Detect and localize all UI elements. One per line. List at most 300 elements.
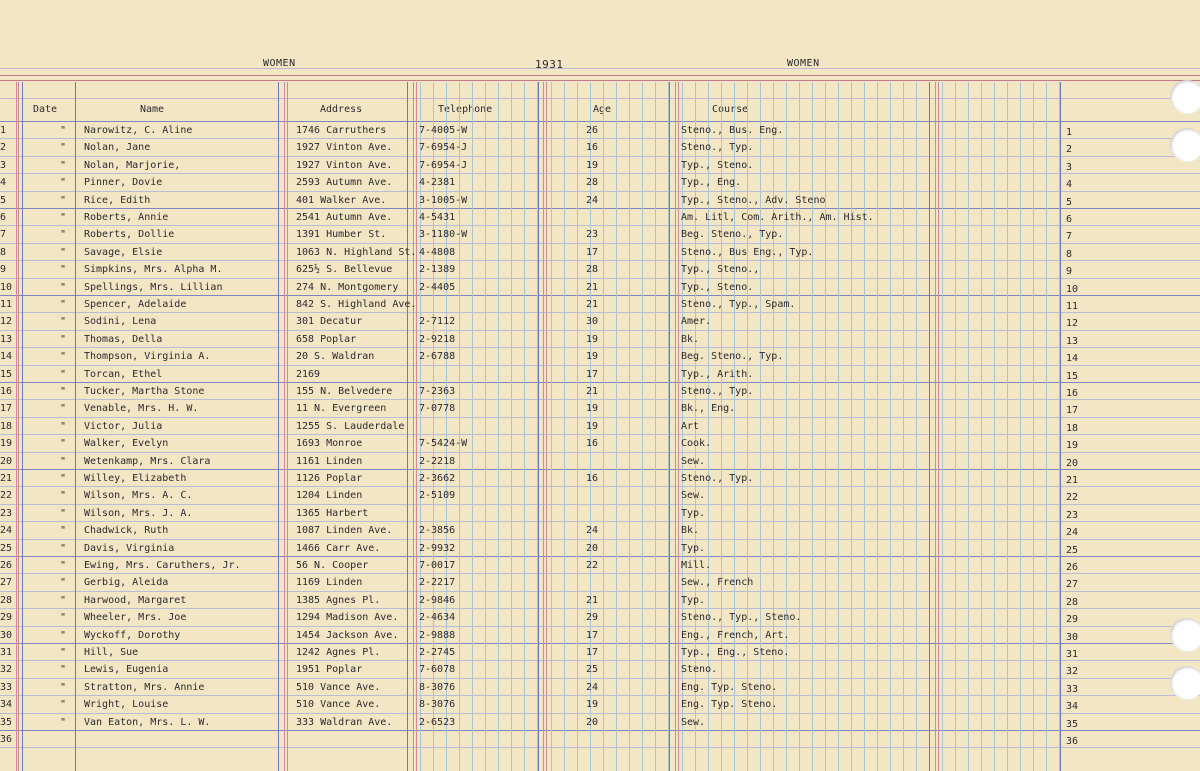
cell-address: 401 Walker Ave.: [296, 195, 387, 206]
cell-course: Steno., Typ.: [681, 386, 754, 397]
cell-course: Art: [681, 421, 700, 432]
cell-name: Gerbig, Aleida: [84, 577, 169, 588]
cell-date: ": [60, 682, 67, 693]
row-number: 7: [0, 229, 7, 240]
cell-address: 1466 Carr Ave.: [296, 543, 381, 554]
cell-phone: 2-3856: [419, 525, 456, 536]
right-row-number: 12: [1066, 318, 1079, 329]
cell-date: ": [60, 160, 67, 171]
cell-name: Sodini, Lena: [84, 316, 157, 327]
cell-name: Wright, Louise: [84, 699, 169, 710]
grid-vline: [524, 82, 525, 771]
cell-course: Typ., Steno.: [681, 160, 754, 171]
cell-age: 24: [586, 195, 599, 206]
grid-vline: [551, 82, 552, 771]
cell-phone: 2-2218: [419, 456, 456, 467]
row-number: 20: [0, 456, 13, 467]
grid-vline: [877, 82, 878, 771]
cell-age: 28: [586, 264, 599, 275]
grid-vline: [284, 82, 285, 771]
column-header-address: Address: [320, 104, 363, 115]
row-number: 13: [0, 334, 13, 345]
cell-course: Typ.: [681, 508, 706, 519]
row-number: 14: [0, 351, 13, 362]
cell-address: 1365 Harbert: [296, 508, 369, 519]
cell-course: Steno., Bus Eng., Typ.: [681, 247, 814, 258]
cell-date: ": [60, 369, 67, 380]
cell-name: Van Eaton, Mrs. L. W.: [84, 717, 211, 728]
cell-phone: 2-9846: [419, 595, 456, 606]
cell-date: ": [60, 316, 67, 327]
cell-age: 16: [586, 438, 599, 449]
right-row-number: 20: [1066, 458, 1079, 469]
grid-vline: [760, 82, 761, 771]
cell-course: Typ., Steno.,: [681, 264, 760, 275]
right-row-number: 24: [1066, 527, 1079, 538]
cell-age: 17: [586, 247, 599, 258]
grid-vline: [642, 82, 643, 771]
grid-vline: [968, 82, 969, 771]
row-number: 12: [0, 316, 13, 327]
right-row-number: 21: [1066, 475, 1079, 486]
grid-vline: [1059, 82, 1060, 771]
cell-age: 26: [586, 125, 599, 136]
grid-vline: [537, 82, 538, 771]
cell-course: Typ., Steno., Adv. Steno: [681, 195, 826, 206]
cell-name: Roberts, Annie: [84, 212, 169, 223]
grid-vline: [603, 82, 604, 771]
grid-vline: [546, 82, 547, 771]
cell-course: Am. Litl, Com. Arith., Am. Hist.: [681, 212, 874, 223]
cell-phone: 7-6954-J: [419, 160, 468, 171]
cell-phone: 2-2745: [419, 647, 456, 658]
right-row-number: 3: [1066, 162, 1073, 173]
right-row-number: 1: [1066, 127, 1073, 138]
cell-age: 24: [586, 682, 599, 693]
cell-name: Lewis, Eugenia: [84, 664, 169, 675]
cell-course: Typ., Arith.: [681, 369, 754, 380]
cell-address: 1255 S. Lauderdale: [296, 421, 405, 432]
row-number: 34: [0, 699, 13, 710]
grid-vline: [1033, 82, 1034, 771]
row-number: 23: [0, 508, 13, 519]
grid-vline: [1020, 82, 1021, 771]
cell-course: Sew.: [681, 717, 706, 728]
cell-name: Savage, Elsie: [84, 247, 163, 258]
cell-date: ": [60, 299, 67, 310]
grid-vline: [668, 82, 669, 771]
cell-name: Davis, Virginia: [84, 543, 175, 554]
cell-age: 17: [586, 647, 599, 658]
cell-course: Typ., Steno.: [681, 282, 754, 293]
cell-course: Steno., Typ.: [681, 142, 754, 153]
cell-course: Eng., French, Art.: [681, 630, 790, 641]
grid-hline: [0, 80, 1200, 81]
cell-course: Steno., Typ., Steno.: [681, 612, 802, 623]
cell-address: 658 Poplar: [296, 334, 357, 345]
cell-course: Sew.: [681, 456, 706, 467]
right-row-number: 36: [1066, 736, 1079, 747]
grid-vline: [903, 82, 904, 771]
cell-date: ": [60, 212, 67, 223]
cell-age: 25: [586, 664, 599, 675]
right-row-number: 10: [1066, 284, 1079, 295]
cell-date: ": [60, 508, 67, 519]
row-number: 24: [0, 525, 13, 536]
cell-date: ": [60, 577, 67, 588]
grid-vline: [16, 82, 17, 771]
cell-age: 19: [586, 334, 599, 345]
cell-date: ": [60, 403, 67, 414]
cell-date: ": [60, 386, 67, 397]
cell-date: ": [60, 177, 67, 188]
grid-vline: [472, 82, 473, 771]
grid-hline: [0, 68, 1200, 69]
cell-date: ": [60, 717, 67, 728]
column-header-telephone: Telephone: [438, 104, 493, 115]
grid-vline: [799, 82, 800, 771]
grid-vline: [416, 82, 417, 771]
grid-vline: [22, 82, 23, 771]
cell-name: Simpkins, Mrs. Alpha M.: [84, 264, 223, 275]
cell-age: 23: [586, 229, 599, 240]
grid-vline: [538, 82, 539, 771]
right-row-number: 16: [1066, 388, 1079, 399]
right-row-number: 23: [1066, 510, 1079, 521]
row-number: 5: [0, 195, 7, 206]
punch-hole-icon: [1170, 80, 1200, 114]
cell-phone: 2-3662: [419, 473, 456, 484]
cell-date: ": [60, 456, 67, 467]
cell-address: 56 N. Cooper: [296, 560, 369, 571]
row-number: 9: [0, 264, 7, 275]
cell-name: Wilson, Mrs. A. C.: [84, 490, 193, 501]
cell-age: 19: [586, 351, 599, 362]
cell-date: ": [60, 421, 67, 432]
grid-vline: [669, 82, 670, 771]
cell-phone: 7-0778: [419, 403, 456, 414]
cell-age: 17: [586, 369, 599, 380]
cell-date: ": [60, 543, 67, 554]
cell-phone: 2-9888: [419, 630, 456, 641]
cell-address: 333 Waldran Ave.: [296, 717, 393, 728]
cell-age: 19: [586, 160, 599, 171]
grid-vline: [825, 82, 826, 771]
cell-age: 29: [586, 612, 599, 623]
row-number: 28: [0, 595, 13, 606]
grid-vline: [935, 82, 936, 771]
right-row-number: 6: [1066, 214, 1073, 225]
cell-date: ": [60, 612, 67, 623]
right-row-number: 7: [1066, 231, 1073, 242]
cell-age: 17: [586, 630, 599, 641]
cell-age: 19: [586, 403, 599, 414]
cell-course: Sew., French: [681, 577, 754, 588]
cell-phone: 3-1180-W: [419, 229, 468, 240]
row-number: 17: [0, 403, 13, 414]
right-row-number: 2: [1066, 144, 1073, 155]
right-row-number: 34: [1066, 701, 1079, 712]
cell-address: 1391 Humber St.: [296, 229, 387, 240]
row-number: 2: [0, 142, 7, 153]
header-right-label: WOMEN: [787, 58, 820, 69]
cell-course: Typ.: [681, 543, 706, 554]
cell-date: ": [60, 229, 67, 240]
right-row-number: 17: [1066, 405, 1079, 416]
cell-address: 1242 Agnes Pl.: [296, 647, 381, 658]
cell-age: 21: [586, 282, 599, 293]
cell-phone: 7-4005-W: [419, 125, 468, 136]
cell-age: 19: [586, 421, 599, 432]
grid-vline: [994, 82, 995, 771]
cell-age: 21: [586, 386, 599, 397]
grid-vline: [75, 82, 76, 771]
grid-vline: [459, 82, 460, 771]
cell-name: Walker, Evelyn: [84, 438, 169, 449]
cell-phone: 4-4808: [419, 247, 456, 258]
right-row-number: 15: [1066, 371, 1079, 382]
cell-age: 16: [586, 473, 599, 484]
row-number: 22: [0, 490, 13, 501]
cell-address: 301 Decatur: [296, 316, 363, 327]
cell-course: Bk., Eng.: [681, 403, 736, 414]
cell-age: 16: [586, 142, 599, 153]
grid-vline: [981, 82, 982, 771]
cell-course: Steno., Typ.: [681, 473, 754, 484]
right-row-number: 11: [1066, 301, 1079, 312]
cell-date: ": [60, 142, 67, 153]
grid-vline: [678, 82, 679, 771]
column-header-name: Name: [140, 104, 165, 115]
cell-phone: 3-1005-W: [419, 195, 468, 206]
cell-address: 1693 Monroe: [296, 438, 363, 449]
cell-phone: 2-9218: [419, 334, 456, 345]
cell-phone: 7-6078: [419, 664, 456, 675]
cell-name: Wetenkamp, Mrs. Clara: [84, 456, 211, 467]
grid-vline: [413, 82, 414, 771]
cell-date: ": [60, 438, 67, 449]
cell-name: Venable, Mrs. H. W.: [84, 403, 199, 414]
cell-course: Typ., Eng.: [681, 177, 742, 188]
cell-course: Steno.: [681, 664, 718, 675]
right-row-number: 30: [1066, 632, 1079, 643]
cell-phone: 2-4634: [419, 612, 456, 623]
cell-address: 1746 Carruthers: [296, 125, 387, 136]
cell-name: Hill, Sue: [84, 647, 139, 658]
row-number: 1: [0, 125, 7, 136]
cell-date: ": [60, 630, 67, 641]
cell-name: Rice, Edith: [84, 195, 151, 206]
cell-address: 1126 Poplar: [296, 473, 363, 484]
cell-address: 1087 Linden Ave.: [296, 525, 393, 536]
row-number: 3: [0, 160, 7, 171]
grid-vline: [498, 82, 499, 771]
cell-phone: 8-3076: [419, 682, 456, 693]
grid-vline: [864, 82, 865, 771]
grid-vline: [485, 82, 486, 771]
grid-vline: [929, 82, 930, 771]
row-number: 25: [0, 543, 13, 554]
cell-address: 510 Vance Ave.: [296, 682, 381, 693]
right-row-number: 27: [1066, 579, 1079, 590]
cell-name: Tucker, Martha Stone: [84, 386, 205, 397]
cell-course: Typ.: [681, 595, 706, 606]
grid-vline: [511, 82, 512, 771]
cell-address: 1951 Poplar: [296, 664, 363, 675]
grid-vline: [278, 82, 279, 771]
cell-course: Steno., Typ., Spam.: [681, 299, 796, 310]
cell-address: 1927 Vinton Ave.: [296, 160, 393, 171]
cell-name: Narowitz, C. Aline: [84, 125, 193, 136]
cell-address: 1063 N. Highland St.: [296, 247, 417, 258]
grid-vline: [890, 82, 891, 771]
grid-vline: [955, 82, 956, 771]
cell-name: Thomas, Della: [84, 334, 163, 345]
cell-phone: 8-3076: [419, 699, 456, 710]
grid-vline: [18, 82, 19, 771]
punch-hole-icon: [1170, 128, 1200, 162]
cell-address: 625½ S. Bellevue: [296, 264, 393, 275]
grid-vline: [629, 82, 630, 771]
cell-course: Cook.: [681, 438, 712, 449]
grid-vline: [564, 82, 565, 771]
row-number: 11: [0, 299, 13, 310]
cell-course: Beg. Steno., Typ.: [681, 229, 784, 240]
cell-address: 1454 Jackson Ave.: [296, 630, 399, 641]
cell-name: Willey, Elizabeth: [84, 473, 187, 484]
cell-name: Wyckoff, Dorothy: [84, 630, 181, 641]
cell-address: 510 Vance Ave.: [296, 699, 381, 710]
cell-name: Nolan, Jane: [84, 142, 151, 153]
cell-age: 21: [586, 299, 599, 310]
cell-address: 2169: [296, 369, 321, 380]
cell-phone: 2-4405: [419, 282, 456, 293]
cell-name: Spellings, Mrs. Lillian: [84, 282, 223, 293]
row-number: 30: [0, 630, 13, 641]
row-number: 4: [0, 177, 7, 188]
cell-course: Bk.: [681, 525, 700, 536]
right-row-number: 33: [1066, 684, 1079, 695]
row-number: 31: [0, 647, 13, 658]
right-row-number: 28: [1066, 597, 1079, 608]
cell-address: 842 S. Highland Ave.: [296, 299, 417, 310]
right-row-number: 14: [1066, 353, 1079, 364]
grid-vline: [851, 82, 852, 771]
grid-vline: [577, 82, 578, 771]
cell-phone: 7-5424-W: [419, 438, 468, 449]
punch-hole-icon: [1170, 666, 1200, 700]
cell-phone: 2-1389: [419, 264, 456, 275]
cell-address: 1927 Vinton Ave.: [296, 142, 393, 153]
cell-name: Victor, Julia: [84, 421, 163, 432]
grid-vline: [916, 82, 917, 771]
cell-course: Eng. Typ. Steno.: [681, 699, 778, 710]
cell-address: 1385 Agnes Pl.: [296, 595, 381, 606]
cell-phone: 2-7112: [419, 316, 456, 327]
cell-phone: 7-2363: [419, 386, 456, 397]
row-number: 29: [0, 612, 13, 623]
grid-hline: [0, 75, 1200, 76]
cell-date: ": [60, 125, 67, 136]
grid-vline: [942, 82, 943, 771]
cell-date: ": [60, 247, 67, 258]
grid-vline: [812, 82, 813, 771]
cell-date: ": [60, 525, 67, 536]
cell-name: Thompson, Virginia A.: [84, 351, 211, 362]
cell-address: 155 N. Belvedere: [296, 386, 393, 397]
cell-date: ": [60, 560, 67, 571]
grid-vline: [407, 82, 408, 771]
cell-date: ": [60, 595, 67, 606]
grid-vline: [655, 82, 656, 771]
right-row-number: 18: [1066, 423, 1079, 434]
grid-vline: [543, 82, 544, 771]
grid-vline: [773, 82, 774, 771]
cell-course: Amer.: [681, 316, 712, 327]
cell-address: 274 N. Montgomery: [296, 282, 399, 293]
row-number: 36: [0, 734, 13, 745]
cell-name: Wheeler, Mrs. Joe: [84, 612, 187, 623]
cell-age: 21: [586, 595, 599, 606]
cell-name: Chadwick, Ruth: [84, 525, 169, 536]
cell-address: 2593 Autumn Ave.: [296, 177, 393, 188]
cell-name: Harwood, Margaret: [84, 595, 187, 606]
row-number: 15: [0, 369, 13, 380]
cell-age: 28: [586, 177, 599, 188]
cell-age: 22: [586, 560, 599, 571]
cell-date: ": [60, 334, 67, 345]
right-row-number: 19: [1066, 440, 1079, 451]
right-row-number: 25: [1066, 545, 1079, 556]
cell-course: Typ., Eng., Steno.: [681, 647, 790, 658]
cell-date: ": [60, 647, 67, 658]
row-number: 19: [0, 438, 13, 449]
right-row-number: 31: [1066, 649, 1079, 660]
cell-phone: 2-6523: [419, 717, 456, 728]
grid-vline: [616, 82, 617, 771]
right-row-number: 22: [1066, 492, 1079, 503]
cell-name: Roberts, Dollie: [84, 229, 175, 240]
cell-name: Nolan, Marjorie,: [84, 160, 181, 171]
cell-date: ": [60, 473, 67, 484]
cell-name: Spencer, Adelaide: [84, 299, 187, 310]
row-number: 18: [0, 421, 13, 432]
row-number: 10: [0, 282, 13, 293]
right-row-number: 5: [1066, 197, 1073, 208]
cell-phone: 2-2217: [419, 577, 456, 588]
row-number: 6: [0, 212, 7, 223]
header-year: 1931: [535, 58, 564, 71]
cell-age: 20: [586, 717, 599, 728]
cell-date: ": [60, 282, 67, 293]
cell-phone: 7-6954-J: [419, 142, 468, 153]
cell-phone: 2-9932: [419, 543, 456, 554]
row-number: 32: [0, 664, 13, 675]
cell-phone: 4-5431: [419, 212, 456, 223]
right-row-number: 9: [1066, 266, 1073, 277]
cell-name: Ewing, Mrs. Caruthers, Jr.: [84, 560, 241, 571]
cell-name: Torcan, Ethel: [84, 369, 163, 380]
cell-course: Mill.: [681, 560, 712, 571]
cell-date: ": [60, 699, 67, 710]
row-number: 21: [0, 473, 13, 484]
grid-vline: [1046, 82, 1047, 771]
cell-date: ": [60, 264, 67, 275]
grid-vline: [938, 82, 939, 771]
right-row-number: 26: [1066, 562, 1079, 573]
grid-vline: [675, 82, 676, 771]
cell-name: Wilson, Mrs. J. A.: [84, 508, 193, 519]
